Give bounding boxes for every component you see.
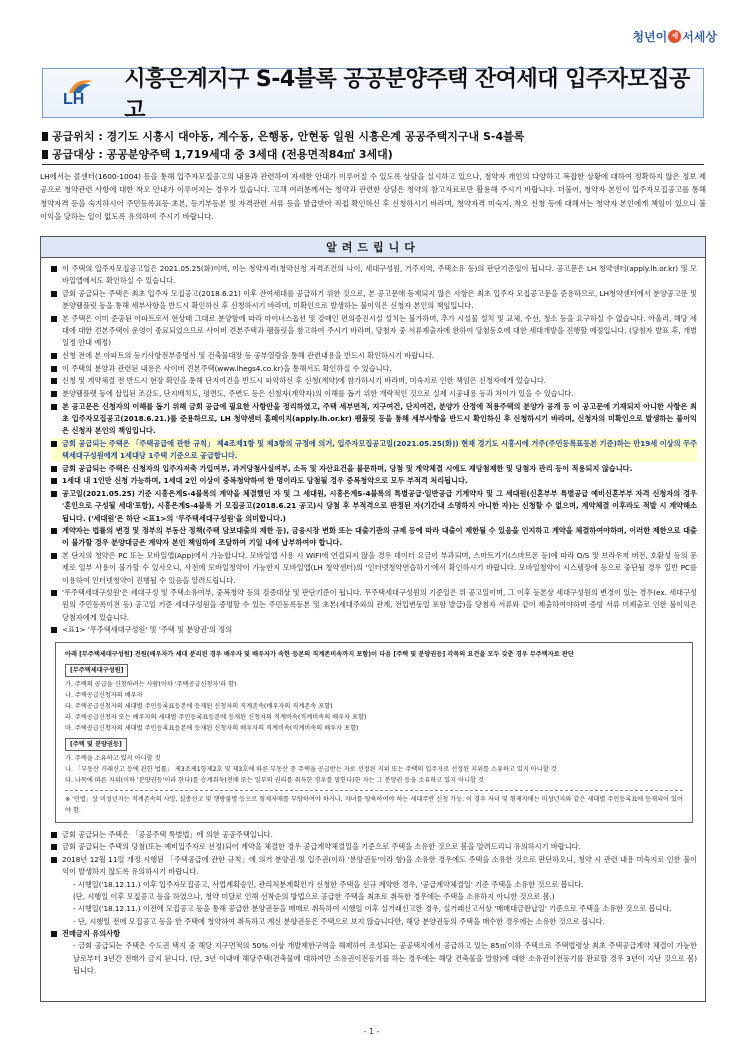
definition-line: 가. 주택을 소유하고 있지 아니할 것 [65,754,161,762]
definition-line: 나. 주택공급신청자의 배우자 [65,691,143,699]
sub-item: - 시행일('18.12.11.) 이전에 모집공고 등을 통해 공급한 분양권등을 매매로 취득하여 시행일 이후 실거래신고한 경우, 실거래신고서상 '매매대금완납일' 기준으로 주택을 소유한 것으로 봅니다. [73,904,672,914]
sub-item: - 단, 시행일 전에 모집공고 등을 한 주택에 청약하여 취득하고 계신 분양권등은 주택으로 보지 않습니다만, 해당 분양권등의 주택을 매수한 경우에는 소유한 것으로 봅니다. [73,916,605,926]
definition-line: 라. 주택공급신청자 또는 배우자의 세대별 주민등록표등본에 등재된 신청자의 직계비속(직계비속의 배우자 포함) [65,713,367,721]
list-item: 1세대 내 1인만 신청 가능하며, 1세대 2인 이상이 중복청약하여 한 명이라도 당첨될 경우 중복청약으로 모두 부적격 처리됩니다. [51,475,697,487]
notice-body [40,258,706,1002]
notice-heading: 알려드립니다 [40,236,706,258]
list-item: 분양팸플렛 등에 삽입된 조감도, 단지배치도, 평면도, 주변도 등은 신청자(계약자)의 이해를 돕기 위한 개략적인 것으로 실제 시공내용 등과 차이가 있을 수 있습니다. [51,388,697,400]
list-item: 신청 및 계약체결 전 반드시 현장 확인을 통해 단지여건을 반드시 파악하신 후 신청(계약)에 참가하시기 바라며, 미숙지로 인한 책임은 신청자에게 있습니다. [51,375,697,387]
list-item: 금회 공급되는 주택의 당첨(또는 예비입주자로 선정)되어 계약을 체결한 경우 공급계약체결일을 기준으로 주택을 소유한 것으로 봄을 알려드리니 유의하시기 바랍니다. [51,841,697,853]
definition-label: [무주택세대구성원] [65,664,128,677]
list-item: 본 주택은 이미 준공된 아파트로서 현상태 그대로 분양함에 따라 마이너스옵션 및 강매인 편의증진시설 설치는 불가하며, 추가 시설물 설치 및 교체, 수선, 청소 등을 요구하실 수 없습니다. 아울러, 해당 세대에 대한 견본주택이 운영이 종료되었으므로 사이버 견본주택과 팸플릿을 참고하여 주시기 바라며, 당첨자 중 서류제출자에 한하여 당첨동호에 대한 세대개방을 진행할 예정입니다. (당첨자 발표 후, 개별 일정 안내 예정) [51,313,697,350]
definition-line: 다. 주택공급신청자의 세대별 주민등록표등본에 등재된 신청자의 직계존속(배우자의 직계존속 포함) [65,702,333,710]
intro-paragraph: LH에서는 콜센터(1600-1004) 등을 통해 입주자모집공고의 내용과 관련하여 자세한 안내가 이루어질 수 있도록 상담을 실시하고 있으나, 청약자 개인의 다양하고 복잡한 상황에 대하여 정확하지 않은 정보 제공으로 청약관련 사항에 대한 착오 안내가 이루어지는 경우가 있습니다. 고객 여러분께서는 청약과 관련한 상담은 청약의 참고자료로만 활용해 주시기 바랍니다. 더불어, 청약자 본인이 입주자모집공고를 통해 청약자격 등을 숙지하시어 주민등록표등·초본, 등기부등본 및 자격관련 서류 등을 발급받아 직접 확인하신 후 신청하시기 바라며, 청약자격 미숙지, 착오 신청 등에 대해서는 청약자 본인에게 책임이 있으니 불이익을 당하는 일이 없도록 유의하여 주시기 바랍니다. [40,172,706,221]
list-item: <표1> '무주택세대구성원' 및 '주택 및 분양권'의 정의 [51,624,697,636]
definition-lead: 아래 [무주택세대구성원] 전원(배우자가 세대 분리된 경우 배우자 및 배우자가 속한 등본의 직계존비속까지 포함)이 다음 [주택 및 분양권등] 각목의 요건을 모두 갖춘 경우 무주택자로 판단 [65,650,574,658]
supply-location: 공급위치 : 경기도 시흥시 대야동, 계수동, 은행동, 안현동 일원 시흥은계 공공주택지구내 S-4블록 [42,128,704,144]
list-item: 이 주택의 분양과 관련된 내용은 사이버 견본주택(www.lhegs4.co.kr)을 통해서도 확인하실 수 있습니다. [51,363,697,375]
page-number: - 1 - [363,1027,380,1036]
definition-line: 마. 주택공급신청자의 세대별 주민등록표등본에 등재된 신청자의 배우자의 직계비속(직계비속의 배우자 포함) [65,724,359,732]
definition-label: [주택 및 분양권등] [65,738,127,751]
list-item: '무주택세대구성원'은 세대구성 및 주택소유여부, 중복청약 등의 검증대상 및 판단기준이 됩니다. 무주택세대구성원의 기준일은 위 공고일이며, 그 이후 등본상 세대구성원의 변경이 있는 경우(ex. 세대구성원의 주민등록이전 등) 공고일 기준 세대구성원을 증명할 수 있는 주민등록등본 및 초본(세대주와의 관계, 전입변동일 포함 발급)을 당첨자 서류와 같이 제출하여야하며 증빙 서류 미제출로 인한 불이익은 당첨자에게 있습니다. [51,587,697,624]
definition-box [55,642,693,823]
list-item: 신청 전에 본 아파트의 등기사항전부증명서 및 건축물대장 등 공부열람을 통해 관련내용을 반드시 확인하시기 바랍니다. [51,350,697,362]
list-item: 금회 공급되는 주택은 「공공주택 특별법」에 의한 공공주택입니다. [51,829,697,841]
title-banner [42,67,704,123]
list-item: 이 주택의 입주자모집공고일은 2021.05.25(화)이며, 이는 청약자격(청약신청 자격조건의 나이, 세대구성원, 거주지역, 주택소유 등)의 판단기준일이 됩니다. 공고문은 LH 청약센터(apply.lh.or.kr) 및 모바일앱에서도 확인하실 수 있습니다. [51,263,697,287]
definition-note: ※ '민법」상 미성년자는 직계존속의 사망, 실종선고 및 행방불명 등으로 형제자매를 부양하여야 하거나, 자녀를 양육하여야 하는 세대주만 신청 가능. 이 경우 자녀 및 형제자매는 미성년자와 같은 세대별 주민등록표에 등재되어 있어야 함. [65,790,683,816]
supply-target: 공급대상 : 공공분양주택 1,719세대 중 3세대 (전용면적84㎡ 3세대) [42,146,704,162]
list-item: 전매금지 유의사항 [51,928,697,940]
page-title: 시흥은계지구 S-4블록 공공분양주택 잔여세대 입주자모집공고 [124,67,690,123]
list-item-highlight: 금회 공급되는 주택은 「주택공급에 관한 규칙」 제4조제1항 및 제3항의 규정에 의거, 입주자모집공고일(2021.05.25(화)) 현재 경기도 시흥시에 거주(주민등록표등본 기준)하는 만19세 이상의 무주택세대구성원에게 1세대당 1주택 기준으로 공급합니다. [51,438,697,462]
lh-text: LH [63,91,85,108]
sub-item: - 시행일('18.12.11.) 이후 입주자모집공고, 사업계획승인, 관리처분계획인가 신청한 주택을 신규 계약한 경우, '공급계약체결일' 기준 주택을 소유한 것으로 봅니다. [73,879,584,889]
list-item: 본 공고문은 신청자의 이해를 돕기 위해 금회 공급에 필요한 사항만을 정리하였고, 주택 세부면적, 지구여건, 단지여건, 분양가 산정에 적용주택의 분양가 공개 등 이 공고문에 기재되지 아니한 사항은 최초 입주자모집공고(2018.6.21.)를 준용하므로, LH 청약센터 홈페이지(apply.lh.or.kr) 팸플릿 등을 통해 세부사항을 반드시 확인하신 후 신청하시기 바라며, 신청자의 미확인으로 발생하는 불이익은 신청자 본인의 책임입니다. [51,401,697,438]
list-item: 공고일(2021.05.25) 기준 시흥은계S-4블록의 계약을 체결했던 자 및 그 세대원, 시흥은계S-4블록의 특별공급·일반공급 기계약자 및 그 세대원(신혼부부 특별공급 예비신혼부부 자격 신청자의 경우 '혼인으로 구성될 세대'포함), 시흥은계S-4블록 기 모집공고(2018.6.21 공고)시 당첨 후 부적격으로 판정된 자(기간내 소명하지 아니한 자)는 신청할 수 없으며, 계약체결 이후라도 적발 시 계약해소 됩니다. ('세대원'은 하단 <표1>의 '무주택세대구성원'을 의미합니다.) [51,488,697,525]
list-item: 금회 공급되는 주택은 신청자의 입주자저축 가입여부, 과거당첨사실여부, 소득 및 자산요건을 불문하며, 당첨 및 계약체결 시에도 재당첨제한 및 당첨자 관리 등이 적용되지 않습니다. [51,463,697,475]
definition-line: 다. 나목에 따른 지위(이하 '분양권등'이라 한다)를 승계취득(전매 또는 일부의 권리를 취득한 경우를 말한다)한 자는 그 분양권 등을 소유하고 있지 아니할 것 [65,776,484,784]
definition-line: 나. 「부동산 거래신고 등에 관한 법률」 제3조제1항제2호 및 제3호에 따른 부동산 중 주택을 공급받는 자로 선정된 지위 또는 주택의 입주자로 선정된 지위를 소유하고 있지 아니할 것 [65,765,557,773]
list-item: 2018년 12월 11일 개정 시행된 「주택공급에 관한 규칙」에 의거 분양권 및 입주권(이하 '분양권등'이라 함)을 소유한 경우에도 주택을 소유한 것으로 판단하오니, 청약 시 관련 내용 미숙지로 인한 불이익이 발생하지 않도록 유의하시기 바랍니다. [51,854,697,878]
definition-line: 가. 주택의 공급을 신청하려는 사람(이하 '주택공급신청자'라 함) [65,680,237,688]
list-item: 본 단지의 청약은 PC 또는 모바일앱(App)에서 가능합니다. 모바일앱 사용 시 WIFI에 연결되지 않을 경우 데이터 요금이 부과되며, 스마트기기(스마트폰 등)에 따라 O/S 및 브라우저 버전, 호환성 등의 문제로 일부 사용이 불가할 수 있사오니, 사전에 모바일청약이 가능한지 모바일앱(LH 청약센터)의 '인터넷청약연습하기'에서 확인하시기 바랍니다. 모바일청약이 시스템장애 등으로 중단될 경우 일반 PC를 이용하여 인터넷청약이 진행될 수 있음을 알려드립니다. [51,550,697,587]
list-item: 금회 공급되는 주택은 최초 입주자 모집공고(2018.6.21) 이후 잔여세대를 공급하기 위한 것으로, 본 공고문에 등재되지 않은 사항은 최초 입주자 모집공고문을 준용하므로, LH청약센터에서 분양공고문 및 분양팸플릿 등을 통해 세부사항을 반드시 확인하신 후 신청하시기 바라며, 미확인으로 발생하는 불이익은 신청자 본인의 책임입니다. [51,288,697,312]
list-item: 계약자는 법률의 변경 및 정부의 부동산 정책(주택 담보대출의 제한 등), 금융시장 변화 또는 대출기관의 규제 등에 따라 대출이 제한될 수 있음을 인지하고 계약을 체결하여야하며, 이러한 제한으로 대출이 불가할 경우 분양대금은 계약자 본인 책임하에 조달하여 기일 내에 납부하여야 합니다. [51,525,697,549]
top-brand-logo: 청년이 세 서세상 [632,29,717,44]
lh-logo-icon [61,73,118,113]
divider [42,164,704,165]
sub-item: - 금회 공급되는 주택은 수도권 택지 중 해당 지구면적의 50% 이상 개발제한구역을 해제하여 조성되는 공공택지에서 공급하고 있는 85㎡이하 주택으로 주택법령상 최초 주택공급계약 체결이 가능한 날로부터 3년간 전매가 금지 된니다. (단, 3년 이내에 해당주택(건축물에 대하여만 소유권이전등기를 하는 경우에는 해당 건축물을 말함)에 대한 소유권이전등기를 완료할 경우 3년이 지난 것으로 봄) 됩니다. [73,941,697,975]
sub-item: (단, 시행일 이후 모집공고 등을 하였으나, 청약 미달로 인해 선착순의 방법으로 공급한 주택을 최초로 취득한 경우에는 주택을 소유하지 아니한 것으로 봄.) [73,892,555,902]
